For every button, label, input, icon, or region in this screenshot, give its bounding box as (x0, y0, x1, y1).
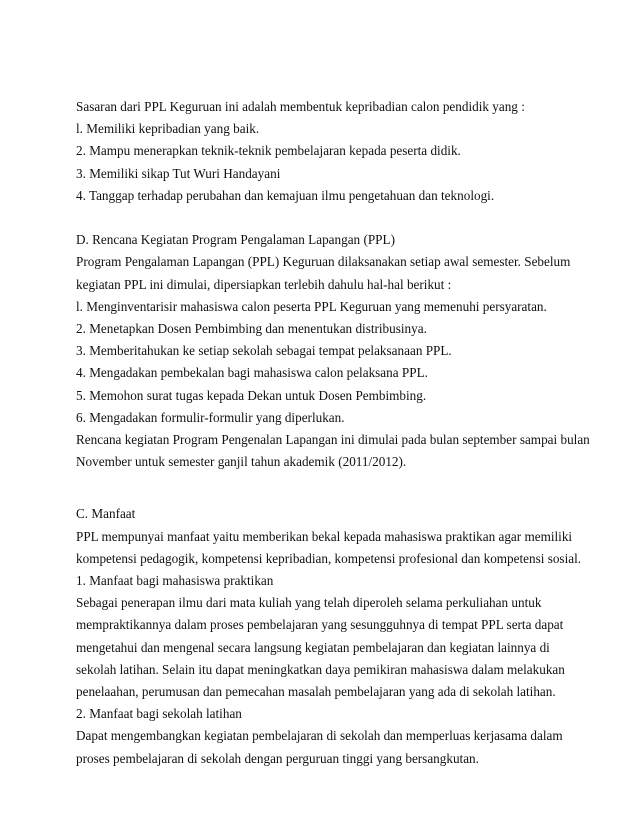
subsection-heading: 2. Manfaat bagi sekolah latihan (76, 706, 242, 722)
paragraph-line: sekolah latihan. Selain itu dapat meningkatkan daya pemikiran mahasiswa dalam melakukan (76, 661, 565, 677)
spacer (76, 207, 576, 229)
section-heading: C. Manfaat (76, 506, 136, 522)
paragraph-line: PPL mempunyai manfaat yaitu memberikan bekal kepada mahasiswa praktikan agar memiliki (76, 528, 573, 544)
paragraph-line: proses pembelajaran di sekolah dengan perguruan tinggi yang bersangkutan. (76, 750, 479, 766)
section-d (76, 229, 590, 473)
document-body (76, 96, 590, 770)
list-item: 2. Mampu menerapkan teknik-teknik pembelajaran kepada peserta didik. (76, 143, 461, 159)
subsection-heading: 1. Manfaat bagi mahasiswa praktikan (76, 573, 274, 589)
list-item: 5. Memohon surat tugas kepada Dekan untuk Dosen Pembimbing. (76, 387, 427, 403)
paragraph-line: mempraktikannya dalam proses pembelajaran yang sesungguhnya di tempat PPL serta dapat (76, 617, 564, 633)
intro-section (76, 96, 576, 207)
list-item: l. Memiliki kepribadian yang baik. (76, 121, 260, 137)
paragraph-line: Sebagai penerapan ilmu dari mata kuliah yang telah diperoleh selama perkuliahan untuk (76, 595, 542, 611)
paragraph-line: Sasaran dari PPL Keguruan ini adalah membentuk kepribadian calon pendidik yang : (76, 99, 525, 114)
list-item: 4. Tanggap terhadap perubahan dan kemajuan ilmu pengetahuan dan teknologi. (76, 187, 495, 203)
section-c (76, 503, 582, 769)
paragraph-line: kegiatan PPL ini dimulai, dipersiapkan terlebih dahulu hal-hal berikut : (76, 276, 452, 292)
list-item: 4. Mengadakan pembekalan bagi mahasiswa calon pelaksana PPL. (76, 365, 428, 381)
list-item: 2. Menetapkan Dosen Pembimbing dan menentukan distribusinya. (76, 321, 427, 337)
spacer (76, 473, 576, 503)
list-item: 6. Mengadakan formulir-formulir yang diperlukan. (76, 409, 345, 425)
paragraph-line: Program Pengalaman Lapangan (PPL) Keguruan dilaksanakan setiap awal semester. Sebelum (76, 254, 571, 270)
paragraph-line: penelaahan, perumusan dan pemecahan masalah pembelajaran yang ada di sekolah latihan. (76, 684, 556, 700)
paragraph-line: Rencana kegiatan Program Pengenalan Lapangan ini dimulai pada bulan september sampai bulan (76, 432, 590, 448)
paragraph-line: mengetahui dan mengenal secara langsung kegiatan pembelajaran dan kegiatan lainnya di (76, 639, 550, 655)
list-item: 3. Memiliki sikap Tut Wuri Handayani (76, 165, 281, 181)
paragraph-line: Dapat mengembangkan kegiatan pembelajaran di sekolah dan memperluas kerjasama dalam (76, 728, 563, 744)
list-item: 3. Memberitahukan ke setiap sekolah sebagai tempat pelaksanaan PPL. (76, 343, 452, 359)
paragraph-line: kompetensi pedagogik, kompetensi kepribadian, kompetensi profesional dan kompetensi sosial. (76, 550, 582, 566)
list-item: l. Menginventarisir mahasiswa calon peserta PPL Keguruan yang memenuhi persyaratan. (76, 298, 547, 314)
paragraph-line: November untuk semester ganjil tahun akademik (2011/2012). (76, 454, 407, 470)
section-heading: D. Rencana Kegiatan Program Pengalaman Lapangan (PPL) (76, 232, 395, 248)
